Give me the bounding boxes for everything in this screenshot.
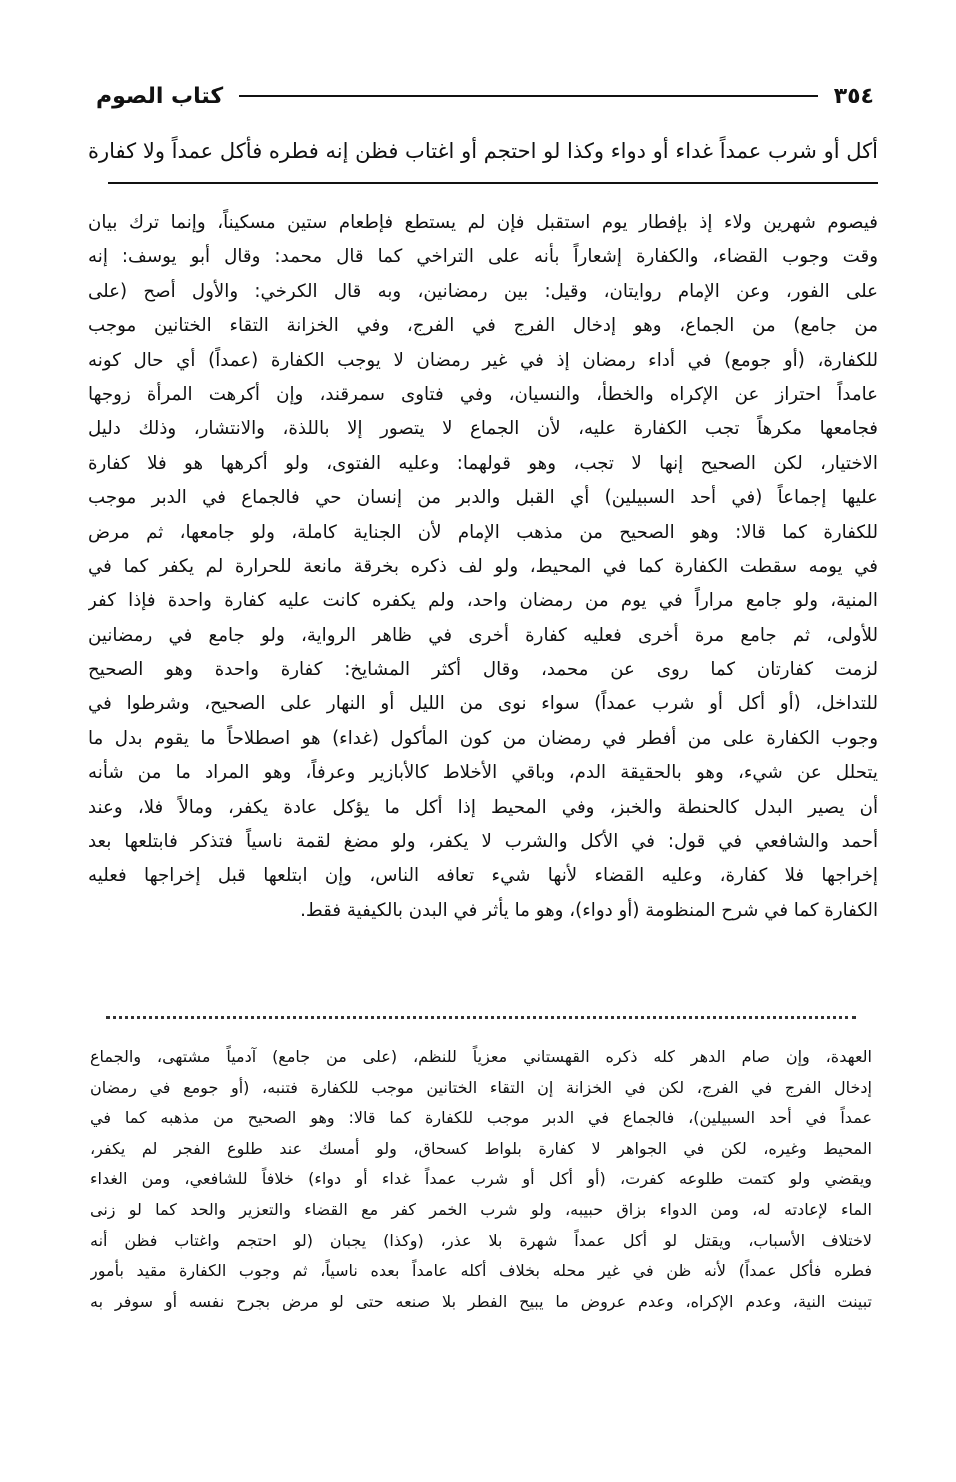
footnote-line: الماء لإعادته له، ومن الدواء بزاق حبيبه، ولو شرب الخمر كفر مع القضاء والتعزير والحد كما لو زنى bbox=[90, 1199, 872, 1219]
sharh-line: يتحلل عن شيء، وهو بالحقيقة الدم، وباقي الأخلاط كالأبازير وعرفاً، وهو المراد ما من شأنه bbox=[88, 762, 878, 784]
sharh-line: على الفور، وعن الإمام روايتان، وقيل: بين رمضانين، وبه قال الكرخي: والأول أصح (على bbox=[88, 280, 878, 302]
matn-text: أكل أو شرب عمداً غداء أو دواء وكذا لو احتجم أو اغتاب فظن إنه فطره فأكل عمداً ولا كفارة bbox=[88, 139, 878, 163]
header-rule bbox=[239, 95, 818, 97]
footnote-line: فطره فأكل عمداً) لأنه ظن في غير محله بخلاف أكله عامداً بعده ناسياً، ثم وجوب الكفارة مقيد بأمور bbox=[90, 1261, 872, 1281]
sharh-line: فجامعها مكرهاً تجب الكفارة عليه، لأن الجماع لا يتصور إلا باللذة، والانتشار، وذلك دليل bbox=[88, 418, 878, 440]
footnote-line: المحيط وغيره، لكن في الجواهر لا كفارة بلواط كسحاق، ولو أمسك عند طلوع الفجر لم يكفر، bbox=[90, 1138, 872, 1158]
sharh-line: فيصوم شهرين ولاء إذ بإفطار يوم استقبل فإن لم يستطع فإطعام ستين مسكيناً، وإنما ترك بيان bbox=[88, 212, 878, 233]
sharh-line: وجوب الكفارة على من أفطر في رمضان من كون المأكول (غداء) هو اصطلاحاً ما يقوم بدل ما bbox=[88, 727, 878, 749]
hashiya-footnotes bbox=[90, 1042, 872, 1317]
sharh-line: أن يصير البدل كالحنطة والخبز، وفي المحيط إذا أكل ما يؤكل عادة يكفر، ومالاً فلا، وعند bbox=[88, 796, 878, 818]
sharh-line: الاختيار، لكن الصحيح إنها لا تجب، وهو قولهما: وعليه الفتوى، ولو أكرهها هو فلا كفارة bbox=[88, 452, 878, 474]
running-header bbox=[96, 76, 874, 116]
sharh-line: عامداً احتراز عن الإكراه والخطأ، والنسيان، وفي فتاوى سمرقند، وإن أكرهت المرأة زوجها bbox=[88, 383, 878, 405]
sharh-line: من جامع) من الجماع، وهو إدخال الفرج في الفرج، وفي الخزانة التقاء الختانين موجب bbox=[88, 315, 878, 337]
running-title: كتاب الصوم bbox=[96, 83, 224, 109]
sharh-line: وقت وجوب القضاء، والكفارة إشعاراً بأنه على التراخي كما قال محمد: وقال أبو يوسف: إنه bbox=[88, 246, 878, 268]
sharh-commentary bbox=[88, 206, 878, 928]
sharh-line: في يومه سقطت الكفارة كما في المحيط، ولو لف ذكره بخرقة مانعة للحرارة لم يكفر كما في bbox=[88, 555, 878, 577]
sharh-line: للأولى، ثم جامع مرة أخرى فعليه كفارة أخرى في ظاهر الرواية، ولو جامع في رمضانين bbox=[88, 624, 878, 646]
footnote-line: العهدة، وإن صام الدهر كله ذكره القهستاني معزياً للنظم، (على من جامع) آدمياً مشتهى، والجماع bbox=[90, 1047, 872, 1066]
sharh-line: الكفارة كما في شرح المنظومة (أو دواء)، وهو ما يأثر في البدن بالكيفية فقط. bbox=[300, 899, 878, 921]
sharh-line: عليها إجماعاً (في أحد السبيلين) أي القبل والدبر من إنسان حي فالجماع في الدبر موجب bbox=[88, 487, 878, 509]
footnote-line: ويقضي ولو كتمت طلوعه كفرت، (أو أكل أو شرب عمداً غداء أو دواء) خلافاً للشافعي، ومن الغداء bbox=[90, 1169, 872, 1189]
sharh-line: للكفارة كما قالا: وهو الصحيح من مذهب الإمام لأن الجناية كاملة، ولو جامعها، ثم مرض bbox=[88, 521, 878, 543]
sharh-line: إخراجها فلا كفارة، وعليه القضاء لأنها شيء تعافه الناس، وإن ابتلعها قبل إخراجها فعليه bbox=[88, 865, 878, 887]
footnote-line: إدخال الفرج في الفرج، لكن في الخزانة إن التقاء الختانين موجب للكفارة فتنبه، (أو جومع في رمضان bbox=[90, 1077, 872, 1097]
footnote-separator bbox=[106, 1016, 856, 1019]
footnote-line: تبينت النية، وعدم الإكراه، وعدم عروض ما يبيح الفطر بلا صنعه حتى لو مرض بجرح نفسه أو سوفر به bbox=[90, 1291, 872, 1311]
sharh-line: المنية، ولو جامع مراراً في يوم من رمضان واحد، ولم يكفره كانت عليه كفارة واحدة فإذا كفر bbox=[88, 590, 878, 612]
sharh-line: للكفارة، (أو جومع) في أداء رمضان إذ في غير رمضان لا يوجب الكفارة (عمداً) أي حال كونه bbox=[88, 349, 878, 371]
sharh-line: أحمد والشافعي في قول: في الأكل والشرب لا يكفر، ولو مضغ لقمة ناسياً فتذكر فابتلعها بعد bbox=[88, 831, 878, 853]
footnote-line: لاختلاف الأسباب، ويقتل لو أكل عمداً شهرة بلا عذر، (وكذا) يجبان (لو احتجم واغتاب فظن أنه bbox=[90, 1230, 872, 1250]
page-number: ٣٥٤ bbox=[833, 83, 874, 109]
matn-separator bbox=[108, 182, 878, 184]
footnote-line: عمداً في أحد السبيلين)، فالجماع في الدبر موجب للكفارة كما قالا: وهو الصحيح من مذهبه كما في bbox=[90, 1108, 872, 1128]
sharh-line: للتداخل، (أو أكل أو شرب عمداً) سواء نوى من الليل أو النهار على الصحيح، وشرطوا في bbox=[88, 693, 878, 715]
sharh-line: لزمت كفارتان كما روى عن محمد، وقال أكثر المشايخ: كفارة واحدة وهو الصحيح bbox=[88, 659, 878, 681]
